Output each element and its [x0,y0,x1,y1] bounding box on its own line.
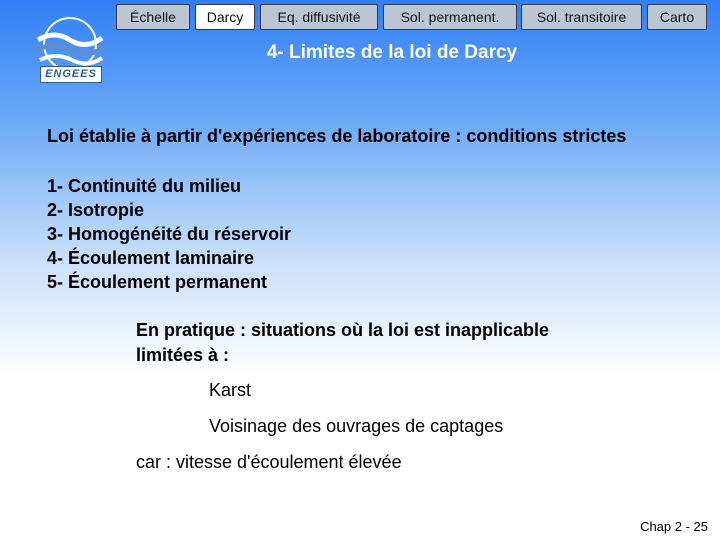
practice-line-2: limitées à : [136,345,230,365]
list-item: 5- Écoulement permanent [47,272,268,292]
tab-carto[interactable]: Carto [647,4,707,30]
list-item: 1- Continuité du milieu [47,176,241,196]
tab-sol-transitoire[interactable]: Sol. transitoire [521,4,642,30]
reason-text: car : vitesse d'écoulement élevée [136,452,402,472]
intro-text: Loi établie à partir d'expériences de laboratoire : conditions strictes [47,126,627,146]
tab-echelle[interactable]: Échelle [116,4,190,30]
page-number: Chap 2 - 25 [640,519,708,534]
tab-eq-diffusivite[interactable]: Eq. diffusivité [260,4,378,30]
conditions-list [47,174,291,294]
list-item: 2- Isotropie [47,200,145,220]
slide-title: 4- Limites de la loi de Darcy [266,42,518,63]
tab-darcy[interactable]: Darcy [195,4,255,30]
case-captages: Voisinage des ouvrages de captages [209,416,504,436]
tab-sol-permanent[interactable]: Sol. permanent. [383,4,517,30]
list-item: 3- Homogénéité du réservoir [47,224,292,244]
list-item: 4- Écoulement laminaire [47,248,255,268]
case-karst: Karst [209,380,252,400]
engees-logo-text: ENGEES [40,66,102,83]
practice-line-1: En pratique : situations où la loi est inapplicable [136,320,550,340]
